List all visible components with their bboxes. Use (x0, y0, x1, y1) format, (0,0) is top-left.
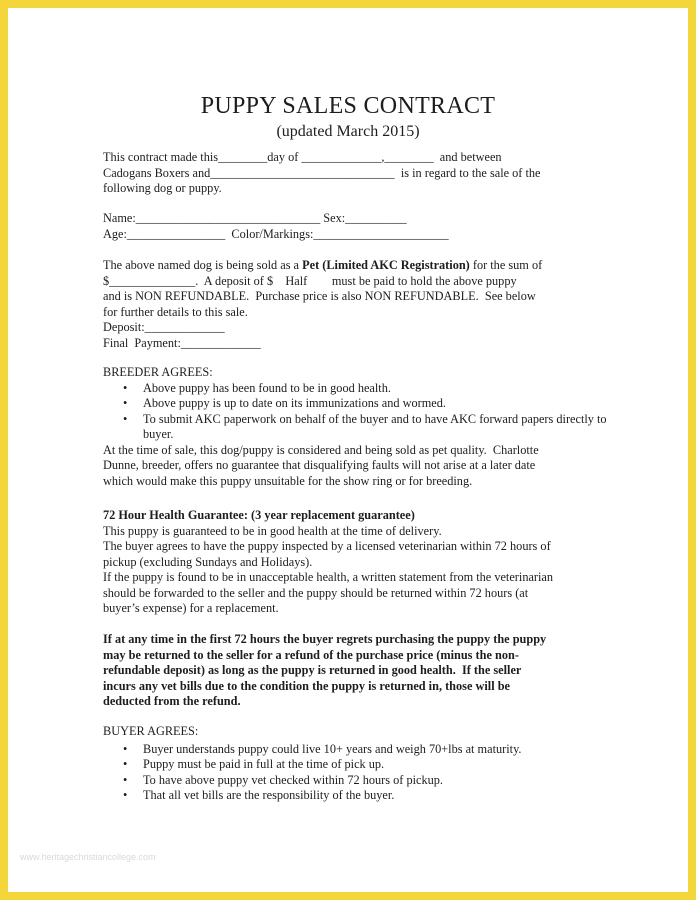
sale-line (103, 258, 608, 274)
buyer-list (103, 742, 608, 804)
guarantee-line: If the puppy is found to be in unacceptable health, a written statement from the veterinarian (103, 570, 554, 584)
registration-type: Pet (Limited AKC Registration) (302, 258, 470, 272)
sale-terms (103, 258, 608, 351)
document-title: PUPPY SALES CONTRACT (200, 93, 496, 119)
bullet-icon: • (123, 411, 128, 426)
breeder-list (103, 381, 608, 443)
list-item-text: To submit AKC paperwork on behalf of the buyer and to have AKC forward papers directly to buyer. (143, 411, 607, 441)
list-item-text: Above puppy has been found to be in good health. (143, 380, 391, 395)
regret-line: If at any time in the first 72 hours the buyer regrets purchasing the puppy the puppy (103, 632, 547, 646)
list-item-text: That all vet bills are the responsibility of the buyer. (143, 788, 395, 802)
bullet-icon: • (123, 757, 128, 771)
list-item (103, 381, 608, 397)
final-payment-line: Final Payment:_____________ (103, 335, 261, 350)
regret-line: refundable deposit) as long as the puppy is returned in good health. If the seller (103, 663, 522, 677)
sale-line: for further details to this sale. (103, 304, 248, 319)
bullet-icon: • (123, 788, 128, 802)
list-item (103, 773, 608, 789)
buyer-heading: BUYER AGREES: (103, 724, 199, 738)
watermark: www.heritagechristiancollege.com (20, 852, 156, 862)
regret-clause (103, 632, 608, 710)
deposit-line: Deposit:_____________ (103, 320, 225, 334)
guarantee-heading: 72 Hour Health Guarantee: (3 year replacement guarantee) (103, 508, 415, 522)
document-subtitle: (updated March 2015) (276, 123, 420, 140)
age-color-line: Age:________________ Color/Markings:______________________ (103, 226, 449, 241)
list-item (103, 742, 608, 758)
health-guarantee-section (103, 508, 608, 617)
bullet-icon: • (123, 741, 128, 756)
guarantee-line: should be forwarded to the seller and the puppy should be returned within 72 hours (at (103, 585, 529, 600)
document-page (8, 8, 688, 892)
list-item (103, 788, 608, 804)
list-item-text: To have above puppy vet checked within 72 hours of pickup. (143, 772, 443, 787)
bullet-icon: • (123, 380, 128, 395)
guarantee-line: buyer’s expense) for a replacement. (103, 601, 279, 615)
sale-text: for the sum of (469, 258, 543, 272)
intro-paragraph (103, 150, 608, 197)
bullet-icon: • (123, 396, 128, 410)
guarantee-line: This puppy is guaranteed to be in good health at the time of delivery. (103, 523, 442, 538)
regret-line: may be returned to the seller for a refund of the purchase price (minus the non- (103, 647, 519, 662)
regret-line: deducted from the refund. (103, 694, 241, 708)
list-item (103, 396, 608, 412)
list-item-text: Puppy must be paid in full at the time of pick up. (143, 757, 385, 771)
intro-line: Cadogans Boxers and______________________________ is in regard to the sale of the (103, 165, 541, 180)
bullet-icon: • (123, 772, 128, 787)
list-item (103, 757, 608, 773)
sale-line: $______________. A deposit of $ Half must be paid to hold the above puppy (103, 273, 517, 288)
breeder-agrees-section (103, 365, 608, 489)
intro-line: following dog or puppy. (103, 181, 222, 195)
buyer-agrees-section (103, 724, 608, 804)
name-sex-line: Name:______________________________ Sex:__________ (103, 211, 407, 225)
dog-details (103, 211, 608, 242)
breeder-note: Dunne, breeder, offers no guarantee that disqualifying faults will not arise at a later date (103, 458, 536, 472)
breeder-heading: BREEDER AGREES: (103, 365, 213, 379)
guarantee-line: pickup (excluding Sundays and Holidays). (103, 554, 313, 569)
breeder-note: At the time of sale, this dog/puppy is considered and being sold as pet quality. Charlotte (103, 442, 539, 457)
guarantee-line: The buyer agrees to have the puppy inspected by a licensed veterinarian within 72 hours of (103, 539, 551, 553)
intro-line: This contract made this________day of _____________,________ and between (103, 150, 502, 164)
list-item-text: Above puppy is up to date on its immunizations and wormed. (143, 396, 446, 410)
regret-line: incurs any vet bills due to the condition the puppy is returned in, those will be (103, 678, 510, 693)
sale-line: and is NON REFUNDABLE. Purchase price is also NON REFUNDABLE. See below (103, 289, 536, 303)
breeder-note: which would make this puppy unsuitable for the show ring or for breeding. (103, 473, 473, 488)
list-item-text: Buyer understands puppy could live 10+ years and weigh 70+lbs at maturity. (143, 741, 522, 756)
list-item (103, 412, 608, 443)
sale-text: The above named dog is being sold as a (103, 258, 303, 272)
